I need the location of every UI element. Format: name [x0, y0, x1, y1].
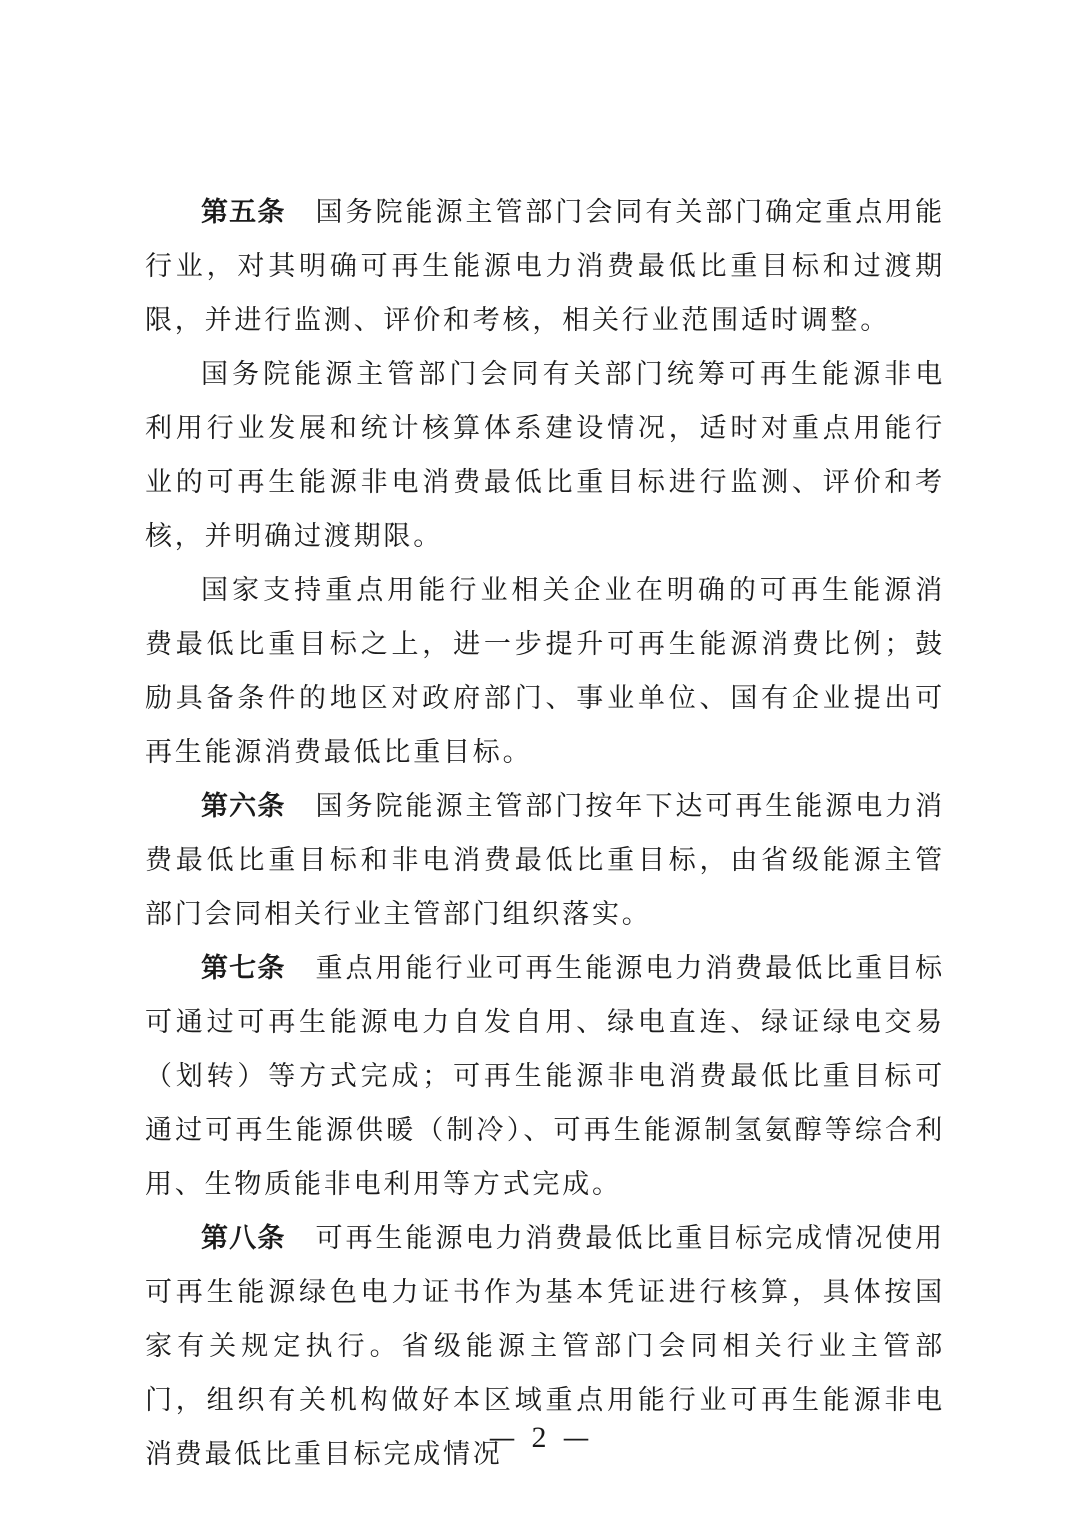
paragraph-text: 国务院能源主管部门会同有关部门确定重点用能行业，对其明确可再生能源电力消费最低比重目标和过渡期限，并进行监测、评价和考核，相关行业范围适时调整。: [145, 197, 945, 336]
article-label: 第五条: [201, 197, 286, 228]
article-label: 第七条: [201, 953, 286, 984]
paragraph-article-5-2: [145, 348, 945, 564]
article-label: 第八条: [201, 1223, 286, 1254]
paragraph-article-7: [145, 942, 945, 1212]
paragraph-text: 国务院能源主管部门会同有关部门统筹可再生能源非电利用行业发展和统计核算体系建设情况，适时对重点用能行业的可再生能源非电消费最低比重目标进行监测、评价和考核，并明确过渡期限。: [145, 359, 945, 552]
paragraph-text: 国务院能源主管部门按年下达可再生能源电力消费最低比重目标和非电消费最低比重目标，由省级能源主管部门会同相关行业主管部门组织落实。: [145, 791, 945, 930]
paragraph-article-5-3: [145, 564, 945, 780]
paragraph-article-6: [145, 780, 945, 942]
paragraph-text: 可再生能源电力消费最低比重目标完成情况使用可再生能源绿色电力证书作为基本凭证进行核算，具体按国家有关规定执行。省级能源主管部门会同相关行业主管部门，组织有关机构做好本区域重点用能行业可再生能源非电消费最低比重目标完成情况: [145, 1223, 945, 1470]
page-number: 2: [531, 1421, 549, 1454]
page-number-dash-left: —: [488, 1423, 518, 1454]
paragraph-text: 重点用能行业可再生能源电力消费最低比重目标可通过可再生能源电力自发自用、绿电直连、绿证绿电交易（划转）等方式完成；可再生能源非电消费最低比重目标可通过可再生能源供暖（制冷）、可再生能源制氢氨醇等综合利用、生物质能非电利用等方式完成。: [145, 953, 945, 1200]
document-body: [145, 186, 945, 1482]
paragraph-text: 国家支持重点用能行业相关企业在明确的可再生能源消费最低比重目标之上，进一步提升可再生能源消费比例；鼓励具备条件的地区对政府部门、事业单位、国有企业提出可再生能源消费最低比重目标。: [145, 575, 945, 768]
page-number-footer: [0, 1418, 1080, 1459]
article-label: 第六条: [201, 791, 286, 822]
page-number-dash-right: —: [562, 1423, 592, 1454]
paragraph-article-5: [145, 186, 945, 348]
